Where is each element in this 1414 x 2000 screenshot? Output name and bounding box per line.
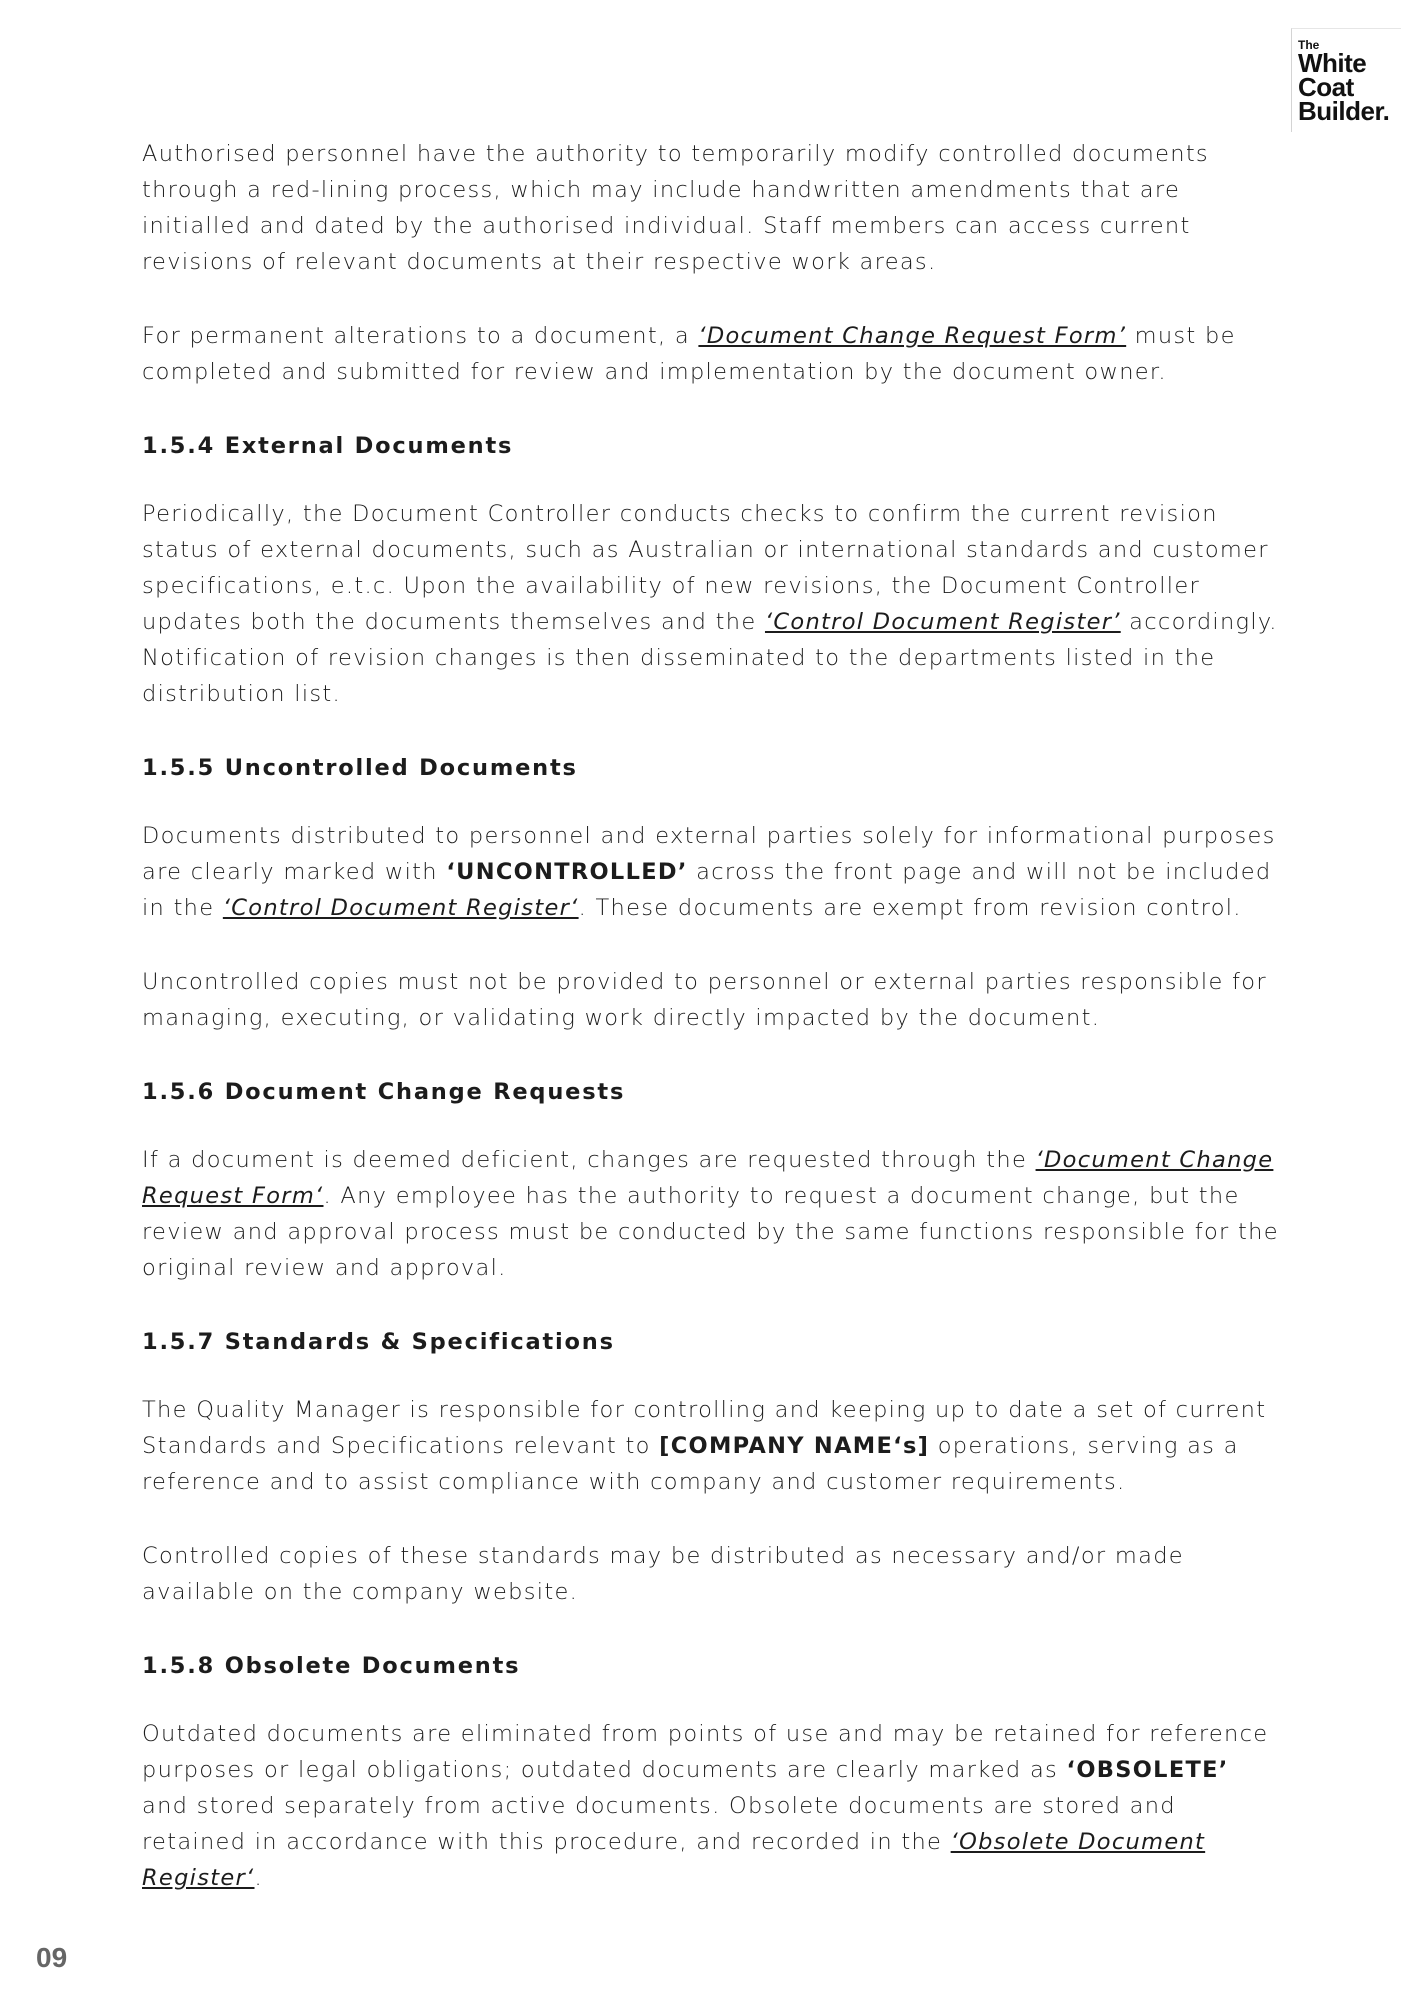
section-heading-document-change-requests: 1.5.6 Document Change Requests	[142, 1079, 626, 1105]
document-change-request-form-link[interactable]: ‘Document Change Request Form‘	[142, 1147, 1274, 1209]
paragraph-controlled-copies: Controlled copies of these standards may be distributed as necessary and/or made available on the company website.	[142, 1543, 1184, 1605]
text: operations, serving as a reference and to assist compliance with company and customer requirements.	[142, 1433, 1239, 1495]
logo-line-the: The	[1298, 38, 1320, 52]
paragraph-uncontrolled-documents	[142, 818, 1282, 926]
obsolete-label: ‘OBSOLETE’	[1066, 1757, 1229, 1783]
paragraph-red-lining: Authorised personnel have the authority to temporarily modify controlled documents through a red-lining process, which may include handwritten amendments that are initialled and dated by the authorised individual. Staff members can access current revisions of relevant documents at their respective work areas.	[142, 141, 1209, 275]
section-heading-standards-specifications: 1.5.7 Standards & Specifications	[142, 1329, 615, 1355]
document-change-request-form-link[interactable]: ‘Document Change Request Form’	[698, 323, 1127, 349]
paragraph-external-documents	[142, 496, 1282, 712]
paragraph-uncontrolled-copies: Uncontrolled copies must not be provided to personnel or external parties responsible for managing, executing, or validating work directly impacted by the document.	[142, 969, 1267, 1031]
text: accordingly. Notification of revision changes is then disseminated to the departments listed in the distribution list.	[142, 609, 1278, 707]
company-logo	[1291, 28, 1401, 132]
logo-line-coat: Coat	[1298, 72, 1354, 102]
logo-line-builder: Builder.	[1298, 96, 1390, 126]
text: . These documents are exempt from revision control.	[578, 895, 1242, 921]
text: Documents distributed to personnel and external parties solely for informational purposes are clearly marked with	[142, 823, 1276, 885]
text: If a document is deemed deficient, changes are requested through the	[142, 1147, 1036, 1173]
paragraph-obsolete-documents	[142, 1716, 1282, 1896]
text: must be completed and submitted for review and implementation by the document owner.	[142, 323, 1236, 385]
text: .	[254, 1865, 263, 1891]
obsolete-document-register-link[interactable]: ‘Obsolete Document Register‘	[142, 1829, 1206, 1891]
uncontrolled-label: ‘UNCONTROLLED’	[446, 859, 688, 885]
section-heading-external-documents: 1.5.4 External Documents	[142, 433, 514, 459]
text: The Quality Manager is responsible for controlling and keeping up to date a set of current Standards and Specifications relevant to	[142, 1397, 1267, 1459]
control-document-register-link[interactable]: ‘Control Document Register‘	[222, 895, 579, 921]
text: Outdated documents are eliminated from points of use and may be retained for reference purposes or legal obligations; outdated documents are clearly marked as	[142, 1721, 1269, 1783]
document-body	[142, 136, 1282, 1934]
section-heading-uncontrolled-documents: 1.5.5 Uncontrolled Documents	[142, 755, 578, 781]
text: . Any employee has the authority to request a document change, but the review and approval process must be conducted by the same functions responsible for the original review and approval.	[142, 1183, 1279, 1281]
logo-line-white: White	[1298, 48, 1367, 78]
text: For permanent alterations to a document, a	[142, 323, 699, 349]
section-heading-obsolete-documents: 1.5.8 Obsolete Documents	[142, 1653, 521, 1679]
page-number: 09	[36, 1942, 68, 1973]
text: Periodically, the Document Controller conducts checks to confirm the current revision status of external documents, such as Australian or international standards and customer specifications, e.t.c. Upon the availability of new revisions, the Document Controller updates both the documents themselves and the	[142, 501, 1269, 635]
company-name-placeholder: [COMPANY NAME‘s]	[659, 1433, 930, 1459]
paragraph-standards-specifications	[142, 1392, 1282, 1500]
text: and stored separately from active documents. Obsolete documents are stored and retained in accordance with this procedure, and recorded in the	[142, 1793, 1176, 1855]
text: across the front page and will not be included in the	[142, 859, 1272, 921]
paragraph-document-change-requests	[142, 1142, 1282, 1286]
control-document-register-link[interactable]: ‘Control Document Register’	[764, 609, 1121, 635]
paragraph-permanent-alterations	[142, 318, 1282, 390]
